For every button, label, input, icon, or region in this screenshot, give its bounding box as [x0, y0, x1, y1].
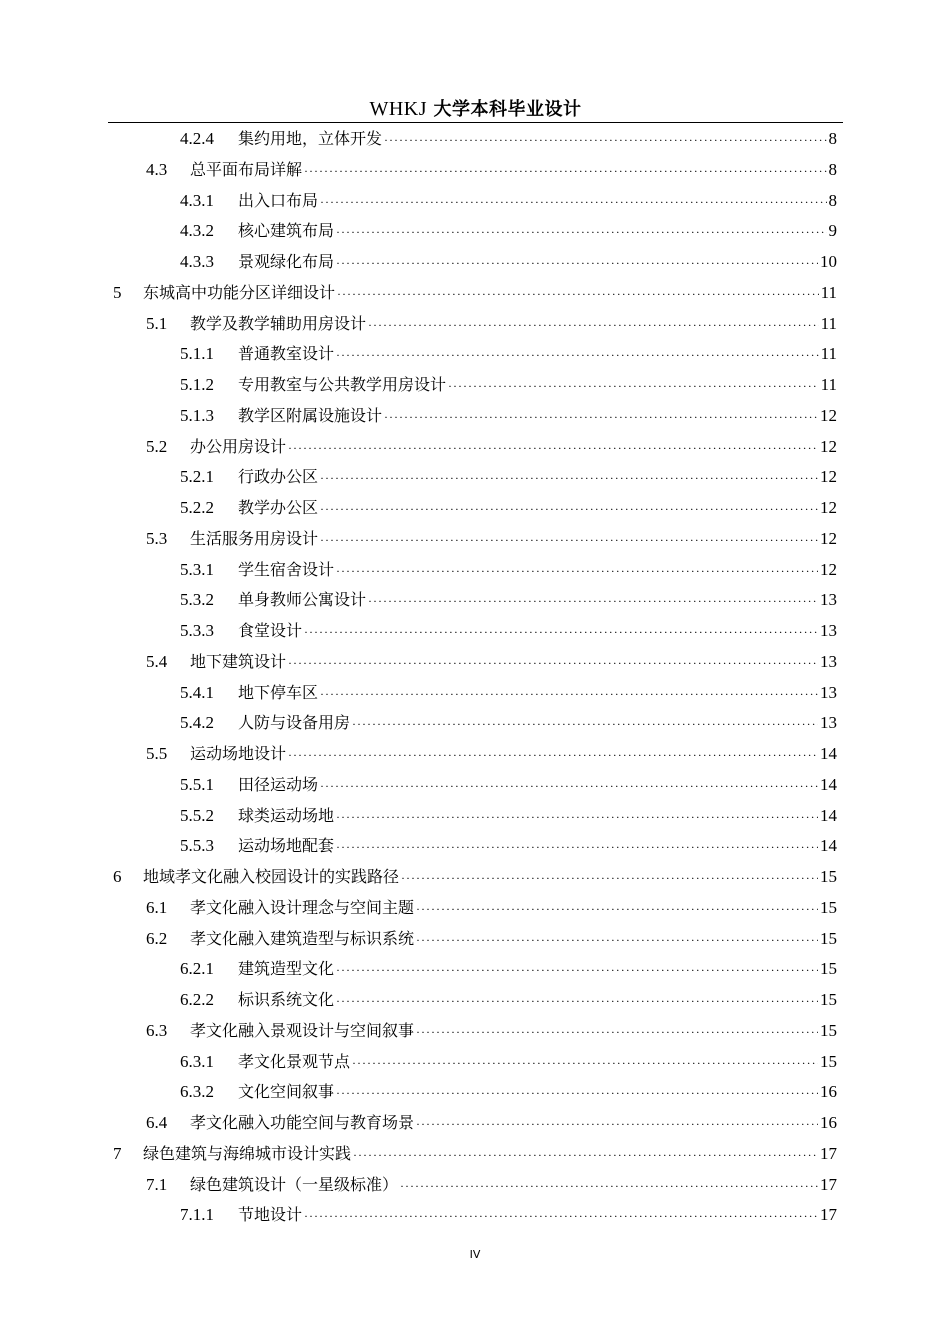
toc-entry-title: 行政办公区	[238, 467, 319, 487]
toc-entry-page: 16	[820, 1113, 837, 1132]
toc-entry-page: 12	[820, 436, 837, 456]
toc-entry-number: 5	[113, 282, 122, 302]
toc-dot-leader	[416, 896, 818, 922]
header-latin: WHKJ	[369, 98, 427, 120]
toc-entry[interactable]	[146, 1110, 837, 1136]
toc-entry-title: 地下建筑设计	[190, 651, 287, 671]
header-rule	[108, 122, 843, 123]
toc-entry-number: 5.5.2	[180, 805, 214, 825]
toc-entry-number: 6.2	[146, 928, 168, 948]
toc-entry[interactable]	[146, 895, 837, 921]
page-number: IV	[469, 1248, 481, 1261]
toc-entry[interactable]	[180, 772, 837, 798]
toc-dot-leader	[288, 435, 818, 461]
toc-entry-title: 学生宿舍设计	[238, 559, 335, 579]
toc-dot-leader	[320, 465, 818, 491]
toc-entry[interactable]	[180, 372, 837, 398]
toc-dot-leader	[336, 219, 826, 245]
toc-entry-page: 9	[828, 221, 837, 241]
toc-entry-title: 建筑造型文化	[238, 959, 335, 979]
toc-entry-number: 5.1.2	[180, 375, 214, 394]
toc-entry-page: 15	[820, 928, 837, 948]
toc-entry[interactable]	[113, 280, 837, 306]
toc-entry-page: 12	[820, 467, 837, 487]
toc-entry-title: 孝文化融入建筑造型与标识系统	[190, 928, 415, 948]
toc-entry-title: 办公用房设计	[190, 436, 287, 456]
toc-entry[interactable]	[180, 249, 837, 275]
toc-dot-leader	[336, 957, 818, 983]
toc-entry-title: 地域孝文化融入校园设计的实践路径	[143, 867, 400, 886]
toc-entry-title: 单身教师公寓设计	[238, 590, 367, 610]
toc-entry[interactable]	[146, 649, 837, 675]
toc-entry-page: 8	[828, 129, 837, 148]
toc-dot-leader	[353, 1142, 818, 1168]
toc-entry[interactable]	[180, 956, 837, 982]
toc-entry-page: 12	[820, 498, 837, 517]
toc-entry-title: 孝文化融入景观设计与空间叙事	[190, 1020, 415, 1040]
toc-entry-number: 7.1	[146, 1174, 168, 1194]
toc-entry-number: 4.3	[146, 159, 168, 179]
toc-entry[interactable]	[180, 1079, 837, 1105]
toc-entry-page: 11	[820, 344, 837, 364]
toc-entry-page: 17	[820, 1143, 837, 1163]
toc-dot-leader	[400, 1173, 818, 1199]
toc-entry-number: 4.3.3	[180, 252, 214, 271]
toc-dot-leader	[384, 404, 818, 430]
toc-entry-number: 4.3.1	[180, 190, 214, 210]
toc-entry-number: 4.2.4	[180, 129, 214, 148]
toc-entry-number: 5.4.2	[180, 713, 214, 733]
toc-entry-title: 食堂设计	[238, 621, 303, 640]
toc-entry[interactable]	[146, 1018, 837, 1044]
toc-entry-number: 5.2	[146, 436, 168, 456]
toc-entry-page: 11	[820, 375, 837, 394]
toc-entry-number: 5.2.1	[180, 467, 214, 487]
toc-entry[interactable]	[180, 710, 837, 736]
toc-entry-page: 16	[820, 1082, 837, 1102]
toc-dot-leader	[336, 804, 818, 830]
toc-entry[interactable]	[180, 680, 837, 706]
toc-dot-leader	[368, 588, 818, 614]
toc-entry-page: 12	[820, 528, 837, 548]
toc-entry-title: 核心建筑布局	[238, 221, 335, 241]
toc-entry-page: 13	[820, 621, 837, 640]
toc-entry-title: 标识系统文化	[238, 990, 335, 1009]
toc-entry[interactable]	[180, 803, 837, 829]
toc-entry-page: 11	[820, 313, 837, 333]
toc-entry-page: 12	[820, 405, 837, 425]
toc-entry[interactable]	[146, 526, 837, 552]
toc-entry-number: 5.5	[146, 744, 168, 763]
toc-entry-number: 5.5.1	[180, 774, 214, 794]
toc-entry-number: 6.1	[146, 897, 168, 917]
toc-entry-title: 运动场地设计	[190, 744, 287, 763]
toc-dot-leader	[352, 711, 818, 737]
toc-entry[interactable]	[146, 926, 837, 952]
toc-entry-title: 普通教室设计	[238, 344, 335, 364]
toc-entry-title: 生活服务用房设计	[190, 528, 319, 548]
toc-entry-title: 东城高中功能分区详细设计	[143, 282, 336, 302]
toc-entry[interactable]	[180, 1202, 837, 1228]
toc-entry[interactable]	[180, 833, 837, 859]
toc-entry-title: 绿色建筑与海绵城市设计实践	[143, 1143, 352, 1163]
toc-entry-title: 总平面布局详解	[190, 159, 303, 179]
toc-entry-number: 5.3.3	[180, 621, 214, 640]
toc-entry-page: 15	[820, 990, 837, 1009]
toc-entry-number: 6.3.2	[180, 1082, 214, 1102]
toc-entry-number: 5.1	[146, 313, 168, 333]
toc-entry[interactable]	[180, 618, 837, 644]
header-title: 大学本科毕业设计	[433, 99, 582, 120]
toc-entry[interactable]	[146, 434, 837, 460]
toc-dot-leader	[336, 558, 818, 584]
toc-entry-page: 14	[820, 805, 837, 825]
toc-entry-title: 文化空间叙事	[238, 1082, 335, 1102]
toc-entry-number: 5.4	[146, 651, 168, 671]
toc-entry-title: 景观绿化布局	[238, 252, 335, 271]
toc-dot-leader	[320, 496, 818, 522]
toc-entry-title: 地下停车区	[238, 682, 319, 702]
toc-entry[interactable]	[113, 864, 837, 890]
toc-dot-leader	[401, 865, 818, 891]
toc-entry-title: 绿色建筑设计（一星级标准）	[190, 1174, 399, 1194]
toc-entry-page: 17	[820, 1205, 837, 1225]
toc-dot-leader	[304, 1203, 818, 1229]
toc-entry-number: 5.2.2	[180, 498, 214, 517]
toc-dot-leader	[336, 250, 818, 276]
toc-dot-leader	[320, 681, 818, 707]
toc-entry-title: 孝文化融入功能空间与教育场景	[190, 1113, 415, 1132]
toc-dot-leader	[337, 281, 819, 307]
toc-dot-leader	[320, 773, 818, 799]
toc-dot-leader	[288, 650, 818, 676]
toc-entry-number: 6.4	[146, 1113, 168, 1132]
toc-entry[interactable]	[180, 188, 837, 214]
toc-dot-leader	[336, 988, 818, 1014]
toc-dot-leader	[352, 1050, 818, 1076]
toc-entry-number: 5.3.2	[180, 590, 214, 610]
toc-entry-number: 6.2.1	[180, 959, 214, 979]
toc-entry-page: 13	[820, 651, 837, 671]
toc-entry-page: 14	[820, 774, 837, 794]
toc-entry-title: 运动场地配套	[238, 836, 335, 856]
toc-entry[interactable]	[113, 1141, 837, 1167]
toc-entry-number: 7	[113, 1143, 122, 1163]
toc-dot-leader	[304, 158, 826, 184]
toc-entry[interactable]	[180, 587, 837, 613]
toc-entry-page: 13	[820, 682, 837, 702]
toc-dot-leader	[448, 373, 819, 399]
toc-dot-leader	[384, 127, 826, 153]
toc-entry[interactable]	[180, 557, 837, 583]
toc-entry[interactable]	[146, 741, 837, 767]
toc-dot-leader	[336, 342, 819, 368]
toc-entry[interactable]	[146, 311, 837, 337]
toc-entry-title: 节地设计	[238, 1205, 303, 1225]
toc-entry[interactable]	[180, 1049, 837, 1075]
toc-entry-page: 10	[820, 252, 837, 271]
toc-dot-leader	[416, 1111, 818, 1137]
toc-entry-number: 6	[113, 867, 122, 886]
toc-entry[interactable]	[180, 126, 837, 152]
toc-entry-number: 5.3	[146, 528, 168, 548]
toc-entry-number: 5.4.1	[180, 682, 214, 702]
toc-entry-number: 5.1.1	[180, 344, 214, 364]
toc-entry-title: 集约用地，立体开发	[238, 129, 383, 148]
toc-dot-leader	[320, 527, 818, 553]
toc-dot-leader	[416, 927, 818, 953]
toc-dot-leader	[416, 1019, 818, 1045]
toc-entry-number: 7.1.1	[180, 1205, 214, 1225]
toc-entry[interactable]	[180, 218, 837, 244]
page-header	[108, 97, 843, 121]
toc-entry[interactable]	[146, 157, 837, 183]
toc-entry-page: 15	[820, 897, 837, 917]
toc-entry[interactable]	[180, 341, 837, 367]
toc-dot-leader	[304, 619, 818, 645]
toc-entry-title: 人防与设备用房	[238, 713, 351, 733]
toc-dot-leader	[320, 189, 826, 215]
toc-dot-leader	[336, 1080, 818, 1106]
toc-entry-number: 5.1.3	[180, 405, 214, 425]
toc-entry-title: 教学区附属设施设计	[238, 405, 383, 425]
toc-entry[interactable]	[146, 1172, 837, 1198]
toc-entry[interactable]	[180, 987, 837, 1013]
toc-entry-page: 13	[820, 713, 837, 733]
toc-entry-number: 5.3.1	[180, 559, 214, 579]
toc-entry-page: 14	[820, 836, 837, 856]
toc-entry-number: 6.3.1	[180, 1051, 214, 1071]
toc-entry-page: 15	[820, 1051, 837, 1071]
toc-entry-title: 专用教室与公共教学用房设计	[238, 375, 447, 394]
toc-entry-title: 教学及教学辅助用房设计	[190, 313, 367, 333]
toc-entry-page: 15	[820, 867, 837, 886]
toc-entry-page: 15	[820, 1020, 837, 1040]
toc-entry-title: 教学办公区	[238, 498, 319, 517]
toc-dot-leader	[288, 742, 818, 768]
toc-entry-page: 11	[820, 282, 837, 302]
toc-dot-leader	[336, 834, 818, 860]
toc-entry[interactable]	[180, 464, 837, 490]
toc-entry-page: 15	[820, 959, 837, 979]
toc-entry-number: 4.3.2	[180, 221, 214, 241]
toc-dot-leader	[368, 312, 819, 338]
toc-entry-page: 12	[820, 559, 837, 579]
toc-entry-number: 6.3	[146, 1020, 168, 1040]
toc-entry-number: 6.2.2	[180, 990, 214, 1009]
toc-entry-page: 17	[820, 1174, 837, 1194]
toc-entry-page: 8	[828, 159, 837, 179]
toc-entry-title: 孝文化景观节点	[238, 1051, 351, 1071]
toc-entry-page: 14	[820, 744, 837, 763]
toc-entry[interactable]	[180, 403, 837, 429]
toc-entry-title: 孝文化融入设计理念与空间主题	[190, 897, 415, 917]
toc-entry-title: 田径运动场	[238, 774, 319, 794]
toc-entry[interactable]	[180, 495, 837, 521]
toc-entry-title: 出入口布局	[238, 190, 319, 210]
toc-entry-page: 13	[820, 590, 837, 610]
toc-entry-title: 球类运动场地	[238, 805, 335, 825]
toc-entry-number: 5.5.3	[180, 836, 214, 856]
toc-entry-page: 8	[828, 190, 837, 210]
